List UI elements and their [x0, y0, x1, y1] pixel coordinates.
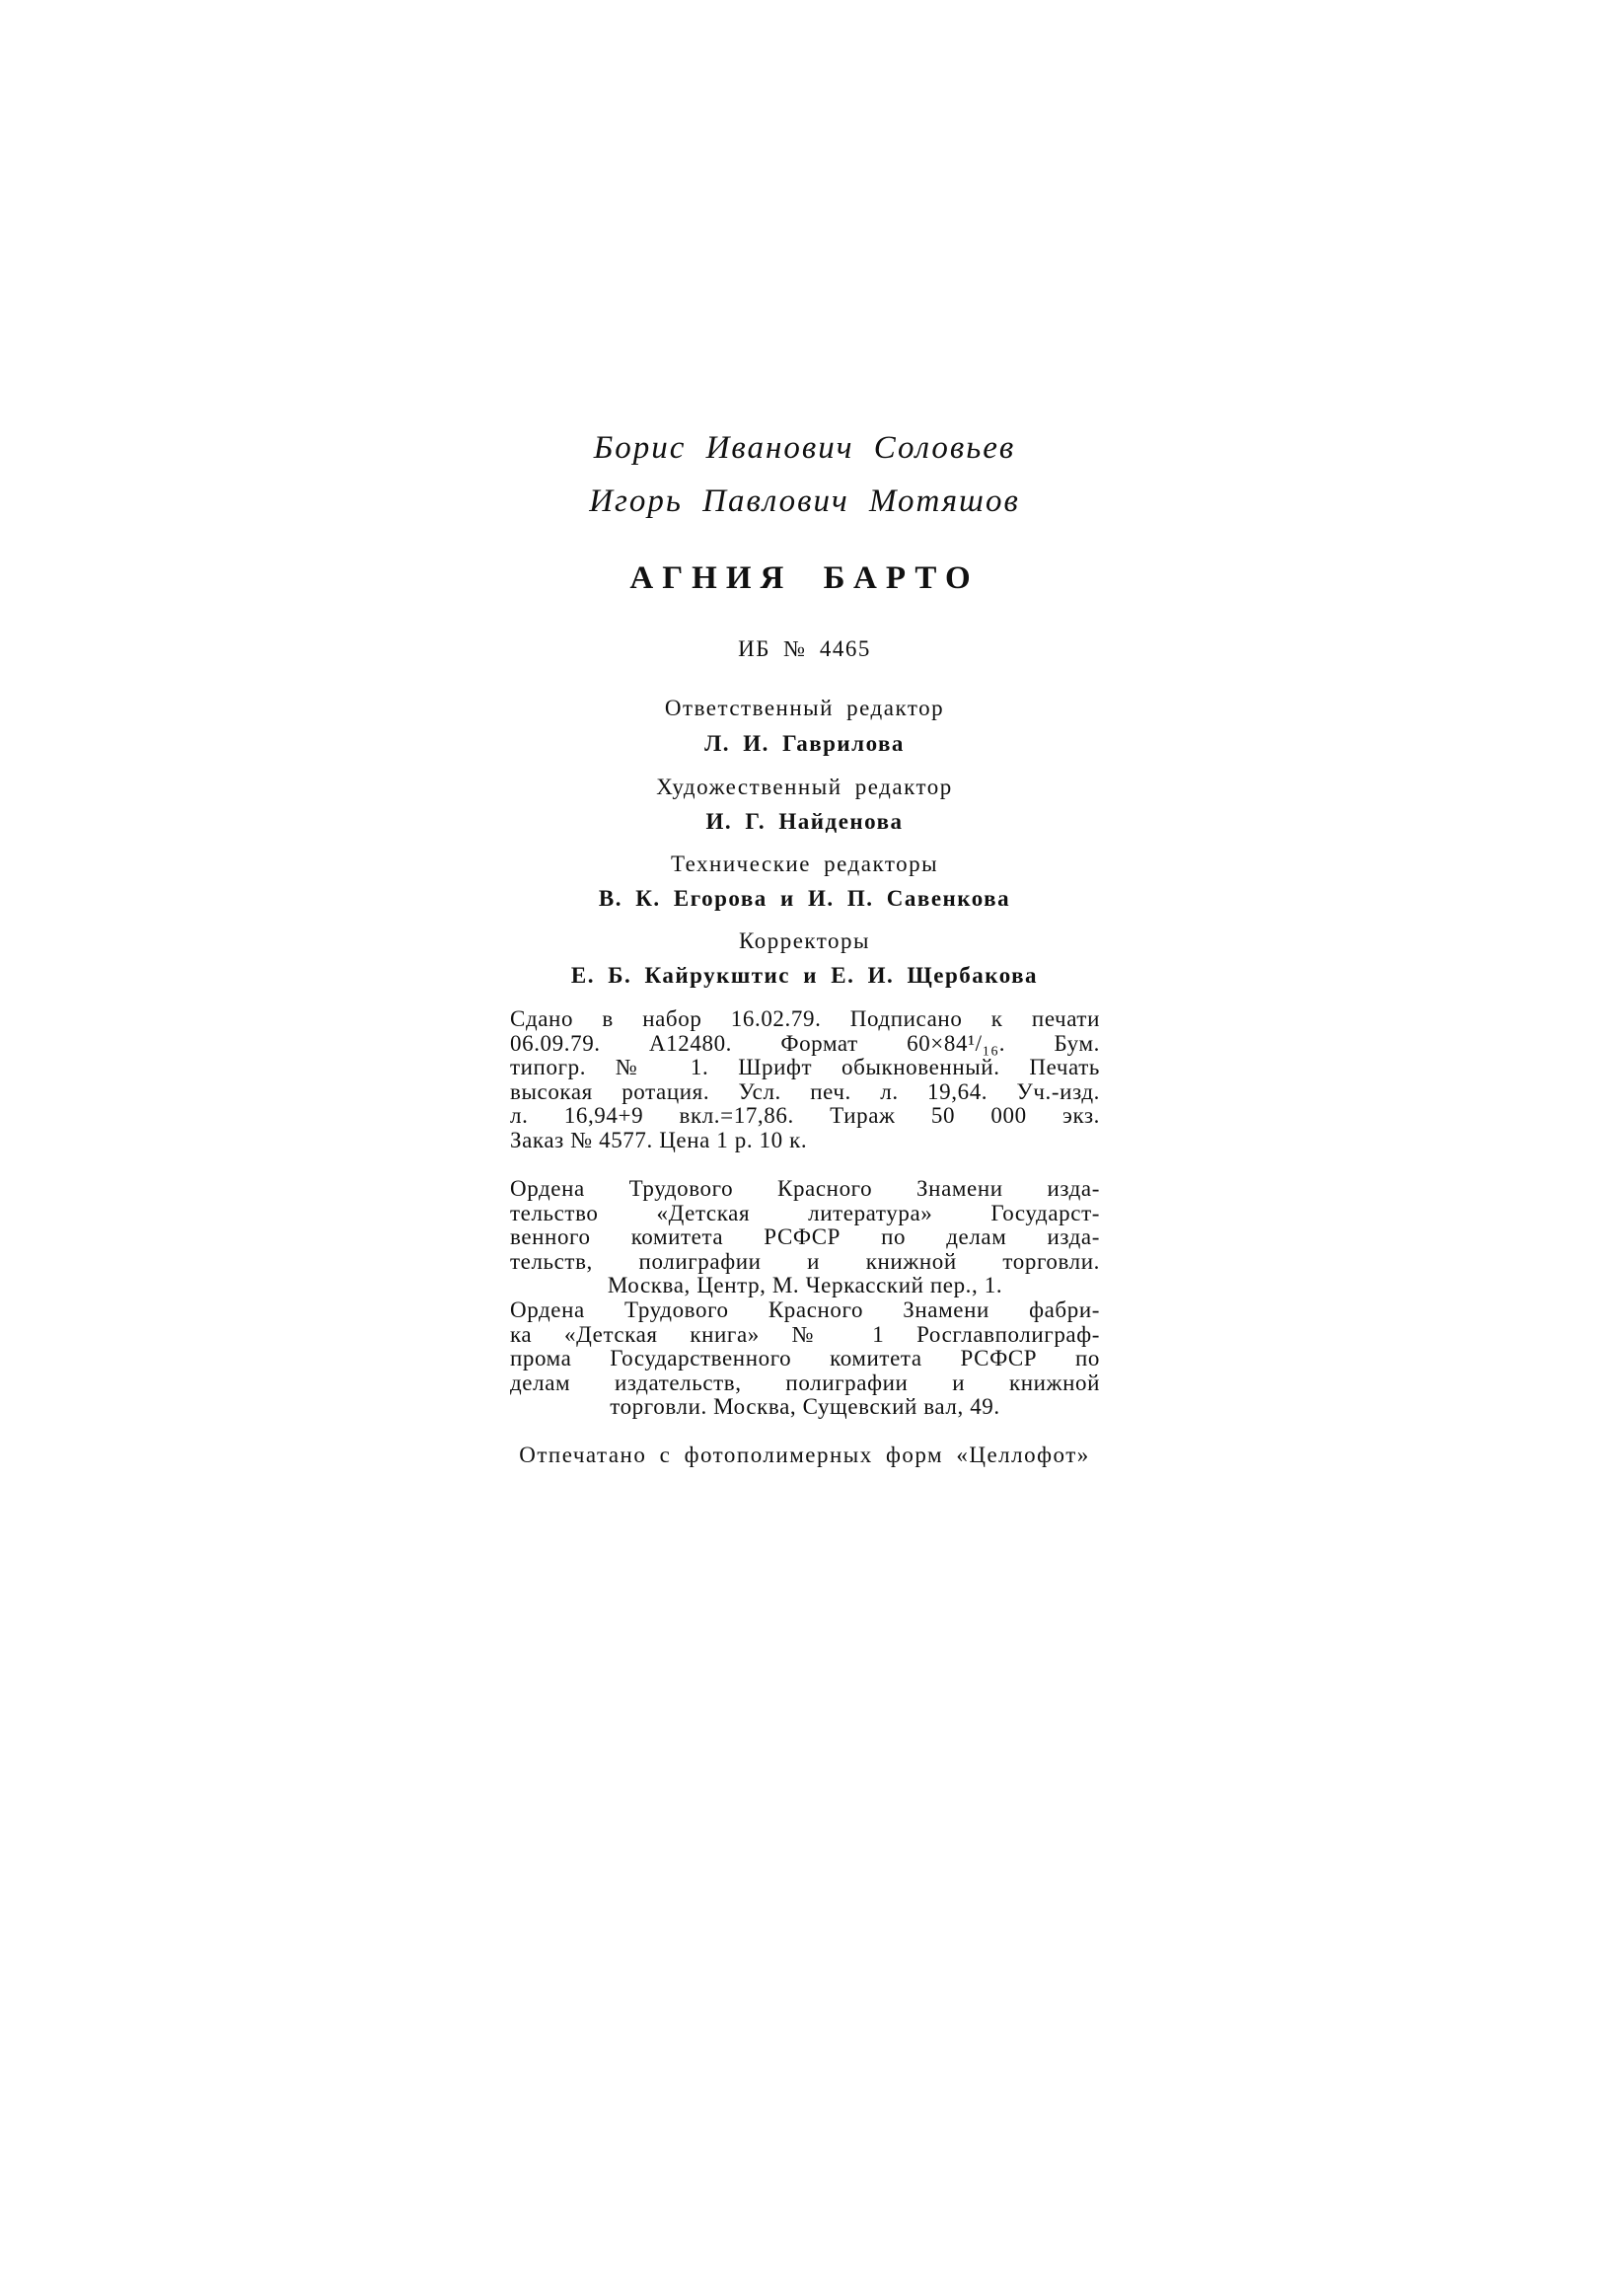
- publisher-info-line: Москва, Центр, М. Черкасский пер., 1.: [607, 1274, 1003, 1298]
- publisher-info-line: делам издательств, полиграфии и книжной: [510, 1370, 1100, 1395]
- ib-number: ИБ № 4465: [738, 636, 871, 661]
- publisher-info-line: тельств, полиграфии и книжной торговли.: [510, 1249, 1100, 1274]
- proofreaders-names: Е. Б. Кайрукштис и Е. И. Щербакова: [570, 963, 1039, 988]
- author-line-2: Игорь Павлович Мотяшов: [589, 483, 1020, 519]
- publisher-info-line: ка «Детская книга» № 1 Росглавполиграф-: [510, 1322, 1100, 1347]
- print-details-line: Заказ № 4577. Цена 1 р. 10 к.: [510, 1128, 808, 1152]
- publisher-info-line: тельство «Детская литература» Государст-: [510, 1201, 1100, 1225]
- print-details-line: л. 16,94+9 вкл.=17,86. Тираж 50 000 экз.: [510, 1104, 1100, 1129]
- print-details-line: типогр. № 1. Шрифт обыкновенный. Печать: [510, 1056, 1100, 1080]
- print-details-line: Сдано в набор 16.02.79. Подписано к печати: [510, 1007, 1100, 1031]
- book-title: АГНИЯ БАРТО: [629, 560, 980, 596]
- print-details-line: 06.09.79. А12480. Формат 60×84¹/₁₆. Бум.: [510, 1031, 1100, 1056]
- proofreaders-role: Корректоры: [739, 928, 870, 953]
- tech-editors-names: В. К. Егорова и И. П. Савенкова: [598, 886, 1011, 911]
- responsible-editor-name: Л. И. Гаврилова: [704, 731, 905, 756]
- art-editor-role: Художественный редактор: [656, 775, 953, 799]
- publisher-info-line: прома Государственного комитета РСФСР по: [510, 1347, 1100, 1371]
- print-details-block: [510, 1007, 1100, 1153]
- publisher-info-line: Ордена Трудового Красного Знамени изда-: [510, 1177, 1100, 1201]
- author-line-1: Борис Иванович Соловьев: [593, 430, 1016, 466]
- publisher-info-line: венного комитета РСФСР по делам изда-: [510, 1225, 1100, 1250]
- tech-editors-role: Технические редакторы: [670, 852, 939, 876]
- art-editor-name: И. Г. Найденова: [705, 809, 904, 834]
- printed-note: Отпечатано с фотополимерных форм «Целлофот»: [519, 1443, 1090, 1467]
- publisher-info-line: Ордена Трудового Красного Знамени фабри-: [510, 1297, 1100, 1322]
- publisher-info-line: торговли. Москва, Сущевский вал, 49.: [610, 1395, 1000, 1420]
- responsible-editor-role: Ответственный редактор: [664, 696, 945, 720]
- publisher-info-block: [510, 1177, 1100, 1420]
- print-details-line: высокая ротация. Усл. печ. л. 19,64. Уч.-изд.: [510, 1079, 1100, 1104]
